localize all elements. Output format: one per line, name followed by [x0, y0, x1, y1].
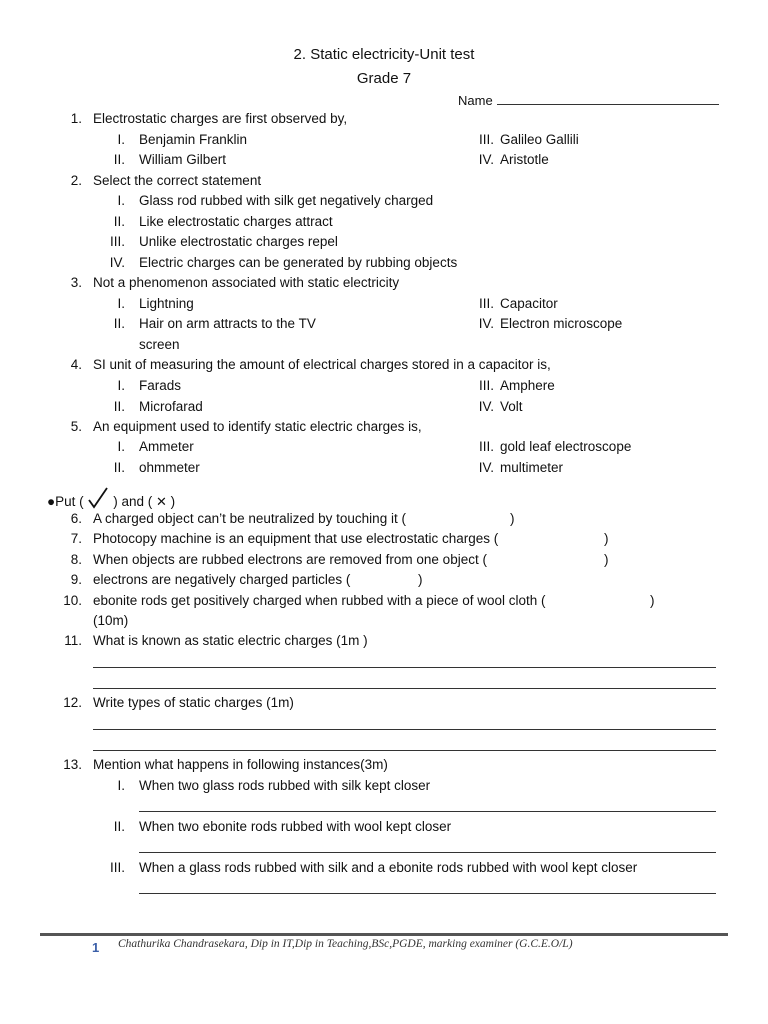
option-text: Hair on arm attracts to the TV [139, 316, 316, 331]
option-text: Aristotle [500, 152, 549, 167]
option-numeral: III. [478, 296, 494, 311]
name-field-row [458, 92, 719, 108]
answer-bracket-close: ) [650, 593, 655, 608]
instruction-end: ) [170, 494, 176, 509]
option-numeral: II. [113, 152, 125, 167]
option-text: Ammeter [139, 439, 194, 454]
question-text: Mention what happens in following instances(3m) [93, 757, 388, 772]
answer-line[interactable] [139, 852, 716, 853]
instruction-mid: ) and ( [113, 494, 153, 509]
answer-bracket-close: ) [510, 511, 515, 526]
option-text: Electric charges can be generated by rubbing objects [139, 255, 458, 270]
option-text: Amphere [500, 378, 555, 393]
option-text: Volt [500, 399, 523, 414]
option-text: Benjamin Franklin [139, 132, 248, 147]
option-text: Electron microscope [500, 316, 623, 331]
option-numeral: III. [109, 234, 125, 249]
part-numeral: II. [113, 819, 125, 834]
option-text: Like electrostatic charges attract [139, 214, 333, 229]
option-text: William Gilbert [139, 152, 227, 167]
author-credit: Chathurika Chandrasekara, Dip in IT,Dip in Teaching,BSc,PGDE, marking examiner (G.C.E.O/L) [118, 938, 573, 950]
question-text: Not a phenomenon associated with static electricity [93, 275, 400, 290]
statement-text: When objects are rubbed electrons are removed from one object ( [93, 552, 487, 567]
option-numeral: IV. [478, 460, 494, 475]
statement-text: Photocopy machine is an equipment that use electrostatic charges ( [93, 531, 499, 546]
option-text-continued: screen [139, 337, 180, 352]
option-numeral: II. [113, 460, 125, 475]
question-text: An equipment used to identify static electric charges is, [93, 419, 422, 434]
option-numeral: I. [117, 439, 125, 454]
part-text: When two ebonite rods rubbed with wool kept closer [139, 819, 452, 834]
question-text: Electrostatic charges are first observed by, [93, 111, 348, 126]
option-numeral: II. [113, 316, 125, 331]
marks-note: (10m) [93, 613, 129, 628]
answer-line[interactable] [139, 893, 716, 894]
answer-bracket-close: ) [418, 572, 423, 587]
answer-bracket-close: ) [604, 552, 609, 567]
question-number: 6. [70, 511, 82, 526]
question-number: 3. [70, 275, 82, 290]
option-text: gold leaf electroscope [500, 439, 632, 454]
option-numeral: II. [113, 399, 125, 414]
statement-text: electrons are negatively charged particles ( [93, 572, 351, 587]
option-text: Lightning [139, 296, 194, 311]
answer-bracket-close: ) [604, 531, 609, 546]
part-text: When two glass rods rubbed with silk kept closer [139, 778, 431, 793]
grade-label: Grade 7 [356, 70, 412, 87]
answer-line[interactable] [93, 688, 716, 689]
part-text: When a glass rods rubbed with silk and a ebonite rods rubbed with wool kept closer [139, 860, 638, 875]
option-text: Unlike electrostatic charges repel [139, 234, 338, 249]
option-text: Capacitor [500, 296, 558, 311]
question-number: 7. [70, 531, 82, 546]
footer-divider [40, 933, 728, 936]
answer-line[interactable] [93, 729, 716, 730]
name-blank-line [497, 92, 719, 105]
part-numeral: I. [117, 778, 125, 793]
question-text: Write types of static charges (1m) [93, 695, 294, 710]
option-numeral: IV. [478, 316, 494, 331]
option-numeral: III. [478, 439, 494, 454]
option-numeral: I. [117, 296, 125, 311]
answer-line[interactable] [93, 667, 716, 668]
option-text: Farads [139, 378, 182, 393]
question-number: 9. [70, 572, 82, 587]
question-text: What is known as static electric charges (1m ) [93, 633, 368, 648]
page-title: 2. Static electricity-Unit test [293, 46, 475, 63]
option-numeral: I. [117, 193, 125, 208]
option-numeral: IV. [478, 152, 494, 167]
question-number: 12. [63, 695, 82, 710]
question-number: 4. [70, 357, 82, 372]
option-numeral: II. [113, 214, 125, 229]
question-number: 2. [70, 173, 82, 188]
option-numeral: IV. [478, 399, 494, 414]
option-numeral: I. [117, 378, 125, 393]
statement-text: A charged object can’t be neutralized by touching it ( [93, 511, 406, 526]
option-numeral: I. [117, 132, 125, 147]
page-number: 1 [92, 940, 100, 955]
question-number: 11. [64, 633, 82, 648]
option-text: multimeter [500, 460, 564, 475]
option-numeral: III. [478, 378, 494, 393]
option-text: Glass rod rubbed with silk get negatively charged [139, 193, 434, 208]
answer-line[interactable] [93, 750, 716, 751]
question-number: 10. [63, 593, 82, 608]
question-number: 5. [70, 419, 82, 434]
statement-text: ebonite rods get positively charged when rubbed with a piece of wool cloth ( [93, 593, 546, 608]
name-label: Name [458, 93, 493, 108]
answer-line[interactable] [139, 811, 716, 812]
option-numeral: IV. [109, 255, 125, 270]
question-text: SI unit of measuring the amount of electrical charges stored in a capacitor is, [93, 357, 551, 372]
option-text: Microfarad [139, 399, 203, 414]
question-number: 8. [70, 552, 82, 567]
option-numeral: III. [478, 132, 494, 147]
question-number: 13. [63, 757, 82, 772]
part-numeral: III. [109, 860, 125, 875]
option-text: ohmmeter [139, 460, 200, 475]
cross-mark-icon: ✕ [156, 494, 167, 509]
question-number: 1. [70, 111, 82, 126]
question-text: Select the correct statement [93, 173, 262, 188]
instruction-lead: ●Put ( [47, 494, 84, 509]
option-text: Galileo Gallili [500, 132, 579, 147]
